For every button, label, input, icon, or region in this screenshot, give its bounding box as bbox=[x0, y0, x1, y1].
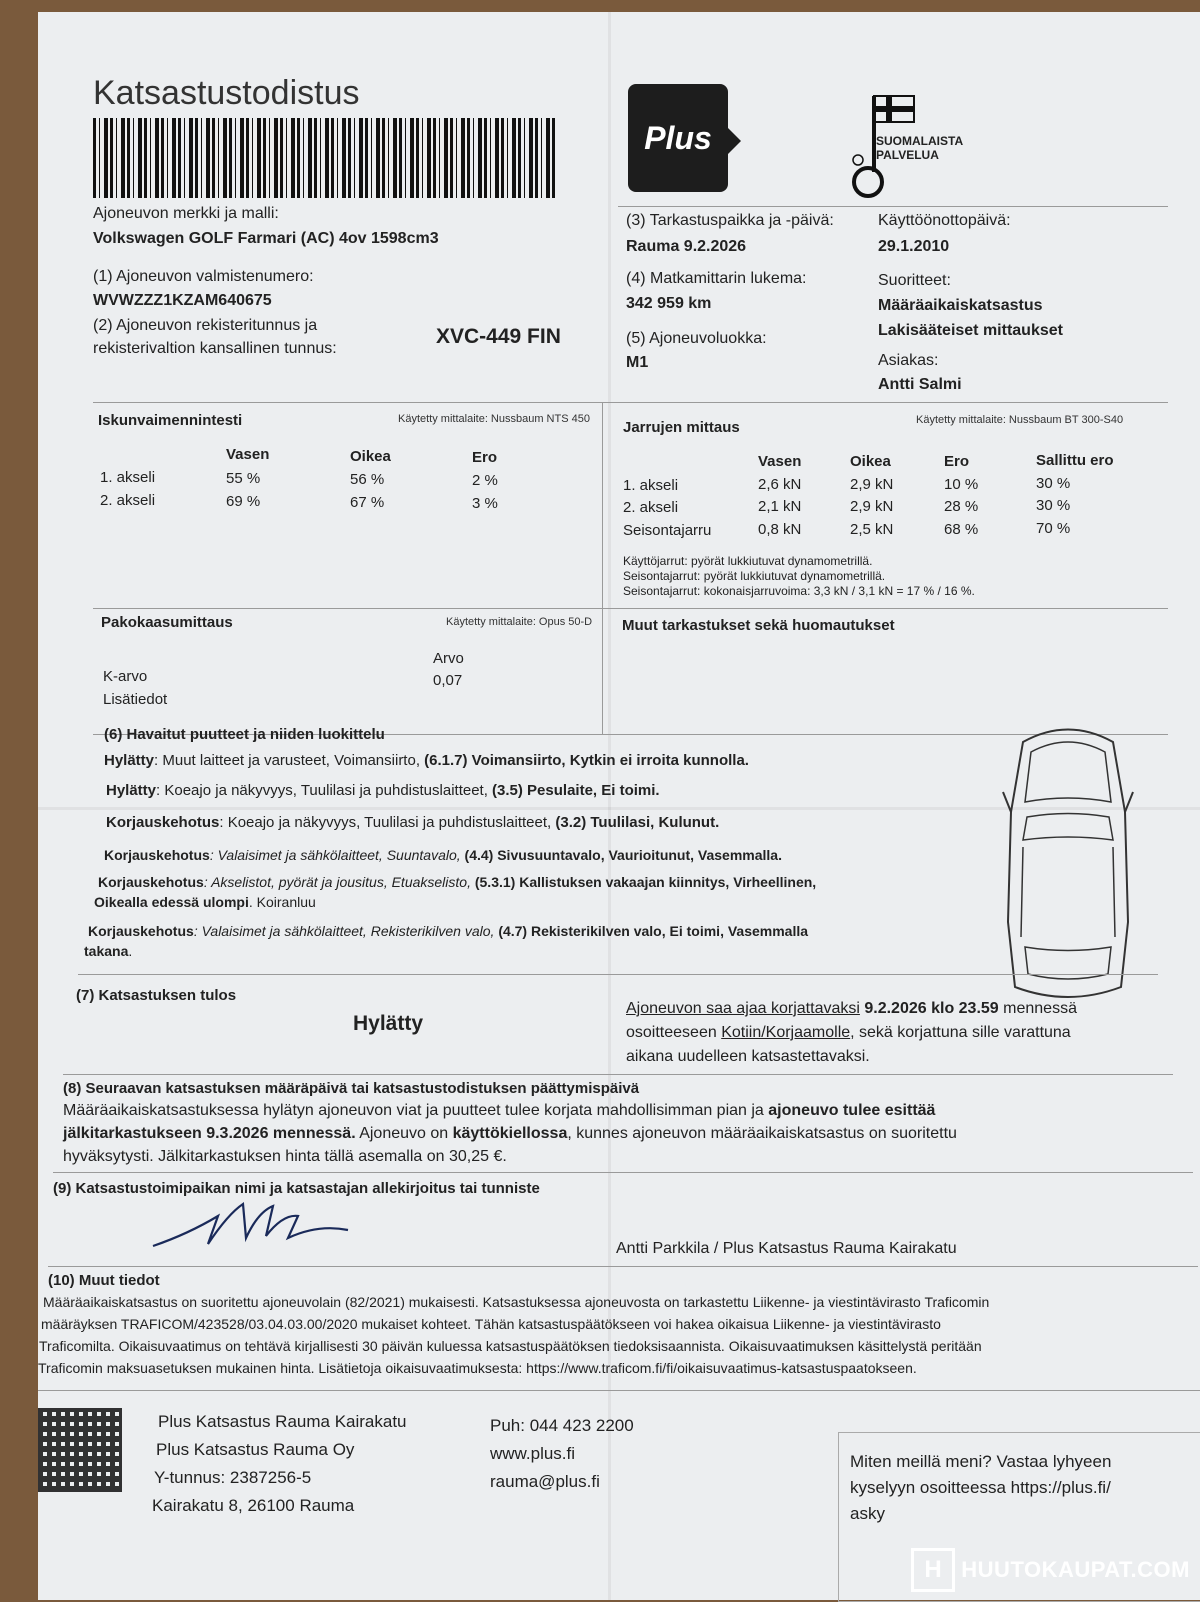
drive-permit-line1: Ajoneuvon saa ajaa korjattavaksi 9.2.2026 klo 23.59 mennessä bbox=[626, 1000, 1077, 1017]
brakes-cell: 2,9 kN bbox=[850, 476, 894, 493]
brakes-cell: 0,8 kN bbox=[758, 521, 802, 538]
result-title: (7) Katsastuksen tulos bbox=[76, 987, 237, 1004]
divider bbox=[618, 206, 1168, 207]
shock-header: Oikea bbox=[350, 448, 391, 465]
reg-label-2: rekisterivaltion kansallinen tunnus: bbox=[93, 340, 337, 357]
brakes-header: Vasen bbox=[758, 453, 802, 470]
exhaust-value-header: Arvo bbox=[433, 650, 464, 667]
brakes-cell: 10 % bbox=[944, 476, 979, 493]
shock-cell: 67 % bbox=[350, 494, 385, 511]
car-diagram bbox=[993, 722, 1143, 1012]
divider bbox=[93, 402, 1168, 403]
brakes-device: Käytetty mittalaite: Nussbaum BT 300-S40 bbox=[916, 414, 1124, 426]
qr-code bbox=[38, 1408, 122, 1492]
divider bbox=[602, 402, 603, 734]
exhaust-device: Käytetty mittalaite: Opus 50-D bbox=[446, 616, 593, 628]
performed-2: Lakisääteiset mittaukset bbox=[878, 322, 1063, 339]
company-address: Kairakatu 8, 26100 Rauma bbox=[152, 1496, 355, 1515]
place-value: Rauma 9.2.2026 bbox=[626, 238, 747, 255]
company-website[interactable]: www.plus.fi bbox=[490, 1444, 576, 1463]
make-label: Ajoneuvon merkki ja malli: bbox=[93, 205, 279, 222]
defect-item-line2: takana. bbox=[84, 943, 133, 959]
next-title: (8) Seuraavan katsastuksen määräpäivä tai katsastustodistuksen päättymispäivä bbox=[63, 1080, 640, 1097]
shock-cell: 69 % bbox=[226, 493, 261, 510]
next-line3: hyväksytysti. Jälkitarkastuksen hinta tällä asemalla on 30,25 €. bbox=[63, 1148, 507, 1165]
company-email[interactable]: rauma@plus.fi bbox=[490, 1472, 600, 1491]
intro-value: 29.1.2010 bbox=[878, 238, 950, 255]
class-label: (5) Ajoneuvoluokka: bbox=[626, 330, 767, 347]
brakes-title: Jarrujen mittaus bbox=[623, 419, 740, 436]
feedback-line[interactable]: kyselyyn osoitteessa https://plus.fi/ bbox=[850, 1478, 1111, 1497]
drive-permit-line2: osoitteeseen Kotiin/Korjaamolle, sekä korjattuna sille varattuna bbox=[626, 1024, 1071, 1041]
brakes-cell: 30 % bbox=[1036, 475, 1071, 492]
brakes-cell: 2,5 kN bbox=[850, 521, 894, 538]
shock-cell: 3 % bbox=[472, 495, 498, 512]
document-title: Katsastustodistus bbox=[93, 74, 360, 112]
brakes-note: Seisontajarrut: kokonaisjarruvoima: 3,3 kN / 3,1 kN = 17 % / 16 %. bbox=[623, 584, 975, 598]
vin-label: (1) Ajoneuvon valmistenumero: bbox=[93, 268, 314, 285]
customer-label: Asiakas: bbox=[878, 352, 939, 369]
shock-device: Käytetty mittalaite: Nussbaum NTS 450 bbox=[398, 413, 590, 425]
defects-title: (6) Havaitut puutteet ja niiden luokittelu bbox=[104, 726, 385, 743]
info-line: määräyksen TRAFICOM/423528/03.04.03.00/2020 mukaiset kohteet. Tähän katsastuspäätökseen voi hakea oikaisua Liikenne- ja viestintävirasto bbox=[41, 1316, 941, 1332]
brakes-cell: 68 % bbox=[944, 521, 979, 538]
info-title: (10) Muut tiedot bbox=[48, 1272, 160, 1289]
speech-tail bbox=[727, 127, 741, 155]
company-legal: Plus Katsastus Rauma Oy bbox=[156, 1440, 355, 1459]
odometer-value: 342 959 km bbox=[626, 295, 712, 312]
other-checks-title: Muut tarkastukset sekä huomautukset bbox=[622, 617, 895, 634]
drive-permit-line3: aikana uudelleen katsastettavaksi. bbox=[626, 1048, 870, 1065]
reg-label-1: (2) Ajoneuvon rekisteritunnus ja bbox=[93, 317, 318, 334]
watermark: H HUUTOKAUPAT.COM bbox=[911, 1548, 1190, 1592]
defect-item: Hylätty: Muut laitteet ja varusteet, Voimansiirto, (6.1.7) Voimansiirto, Kytkin ei irroita kunnolla. bbox=[104, 752, 749, 769]
company-name: Plus Katsastus Rauma Kairakatu bbox=[158, 1412, 407, 1431]
intro-label: Käyttöönottopäivä: bbox=[878, 212, 1011, 229]
make-value: Volkswagen GOLF Farmari (AC) 4ov 1598cm3 bbox=[93, 230, 439, 247]
plus-logo: Plus bbox=[628, 84, 728, 192]
shock-header: Ero bbox=[472, 449, 498, 466]
brakes-cell: 2,9 kN bbox=[850, 498, 894, 515]
place-label: (3) Tarkastuspaikka ja -päivä: bbox=[626, 212, 834, 229]
info-line: Traficomilta. Oikaisuvaatimus on tehtävä kirjallisesti 30 päivän kuluessa katsastuspäätöksen tiedoksisaannista. Oikaisuvaatimuksen käsittelystä peritään bbox=[39, 1338, 982, 1354]
shock-title: Iskunvaimennintesti bbox=[98, 412, 243, 429]
brakes-header: Oikea bbox=[850, 453, 891, 470]
brakes-row-label: Seisontajarru bbox=[623, 522, 712, 539]
feedback-line: asky bbox=[850, 1504, 885, 1523]
reg-value: XVC-449 FIN bbox=[436, 325, 561, 348]
next-line2: jälkitarkastukseen 9.3.2026 mennessä. Ajoneuvo on käyttökiellossa, kunnes ajoneuvon määräaikaiskatsastus on suoritettu bbox=[63, 1125, 957, 1142]
defect-item: Korjauskehotus: Akselistot, pyörät ja jousitus, Etuakselisto, (5.3.1) Kallistuksen vakaajan kiinnitys, Virheellinen, bbox=[98, 874, 817, 890]
company-phone: Puh: 044 423 2200 bbox=[490, 1416, 634, 1435]
class-value: M1 bbox=[626, 354, 649, 371]
watermark-logo-icon: H bbox=[911, 1548, 955, 1592]
signature-scribble bbox=[148, 1194, 388, 1254]
divider bbox=[63, 1074, 1173, 1075]
brakes-row-label: 1. akseli bbox=[623, 477, 679, 494]
defect-item: Hylätty: Koeajo ja näkyvyys, Tuulilasi ja puhdistuslaitteet, (3.5) Pesulaite, Ei toimi. bbox=[106, 782, 660, 799]
brakes-header: Ero bbox=[944, 453, 970, 470]
brakes-note: Seisontajarrut: pyörät lukkiutuvat dynamometrillä. bbox=[623, 569, 886, 583]
info-line: Traficomin maksuasetuksen mukainen hinta. Lisätietoja oikaisuvaatimuksesta: https://www.traficom.fi/fi/oikaisuvaatimus-katsastuspaatokseen. bbox=[38, 1360, 917, 1376]
k-value-label: K-arvo bbox=[103, 668, 148, 685]
shock-row-label: 2. akseli bbox=[100, 492, 156, 509]
inspection-certificate bbox=[38, 12, 1200, 1600]
brakes-note: Käyttöjarrut: pyörät lukkiutuvat dynamometrillä. bbox=[623, 554, 873, 568]
divider bbox=[48, 1266, 1198, 1267]
defect-item: Korjauskehotus: Valaisimet ja sähkölaitteet, Suuntavalo, (4.4) Sivusuuntavalo, Vaurioitunut, Vasemmalla. bbox=[104, 847, 782, 863]
shock-row-label: 1. akseli bbox=[100, 469, 156, 486]
brakes-cell: 28 % bbox=[944, 498, 979, 515]
divider bbox=[53, 1172, 1193, 1173]
divider bbox=[93, 608, 1168, 609]
divider bbox=[38, 1390, 1200, 1391]
defect-item: Korjauskehotus: Valaisimet ja sähkölaitteet, Rekisterikilven valo, (4.7) Rekisterikilven valo, Ei toimi, Vasemmalla bbox=[88, 923, 809, 939]
company-id: Y-tunnus: 2387256-5 bbox=[154, 1468, 312, 1487]
brakes-cell: 30 % bbox=[1036, 497, 1071, 514]
divider bbox=[78, 974, 1158, 975]
feedback-line: Miten meillä meni? Vastaa lyhyeen bbox=[850, 1452, 1112, 1471]
shock-cell: 56 % bbox=[350, 471, 385, 488]
brakes-cell: 2,6 kN bbox=[758, 476, 802, 493]
shock-cell: 55 % bbox=[226, 470, 261, 487]
signature-title: (9) Katsastustoimipaikan nimi ja katsastajan allekirjoitus tai tunniste bbox=[53, 1180, 540, 1197]
brakes-cell: 2,1 kN bbox=[758, 498, 802, 515]
brakes-cell: 70 % bbox=[1036, 520, 1071, 537]
odometer-label: (4) Matkamittarin lukema: bbox=[626, 270, 807, 287]
brakes-row-label: 2. akseli bbox=[623, 499, 679, 516]
shock-cell: 2 % bbox=[472, 472, 498, 489]
exhaust-title: Pakokaasumittaus bbox=[101, 614, 233, 631]
performed-label: Suoritteet: bbox=[878, 272, 951, 289]
shock-header: Vasen bbox=[226, 446, 270, 463]
result-value: Hylätty bbox=[353, 1012, 424, 1035]
finnish-service-text-2: PALVELUA bbox=[876, 148, 939, 162]
info-line: Määräaikaiskatsastus on suoritettu ajoneuvolain (82/2021) mukaisesti. Katsastuksessa ajoneuvosta on tarkastettu Liikenne- ja viestintävirasto Traficomin bbox=[43, 1294, 990, 1310]
brakes-header: Sallittu ero bbox=[1036, 452, 1114, 469]
customer-value: Antti Salmi bbox=[878, 376, 962, 393]
defect-item-line2: Oikealla edessä ulompi. Koiranluu bbox=[94, 894, 316, 910]
extra-info-label: Lisätiedot bbox=[103, 691, 168, 708]
finnish-service-text-1: SUOMALAISTA bbox=[876, 134, 964, 148]
next-line1: Määräaikaiskatsastuksessa hylätyn ajoneuvon viat ja puutteet tulee korjata mahdollisimman pian ja ajoneuvo tulee esittää bbox=[63, 1102, 936, 1119]
k-value: 0,07 bbox=[433, 672, 463, 689]
vin-value: WVWZZZ1KZAM640675 bbox=[93, 292, 272, 309]
defect-item: Korjauskehotus: Koeajo ja näkyvyys, Tuulilasi ja puhdistuslaitteet, (3.2) Tuulilasi, Kulunut. bbox=[106, 814, 720, 831]
inspector-name: Antti Parkkila / Plus Katsastus Rauma Kairakatu bbox=[616, 1240, 957, 1257]
performed-1: Määräaikaiskatsastus bbox=[878, 297, 1043, 314]
barcode bbox=[93, 118, 558, 198]
